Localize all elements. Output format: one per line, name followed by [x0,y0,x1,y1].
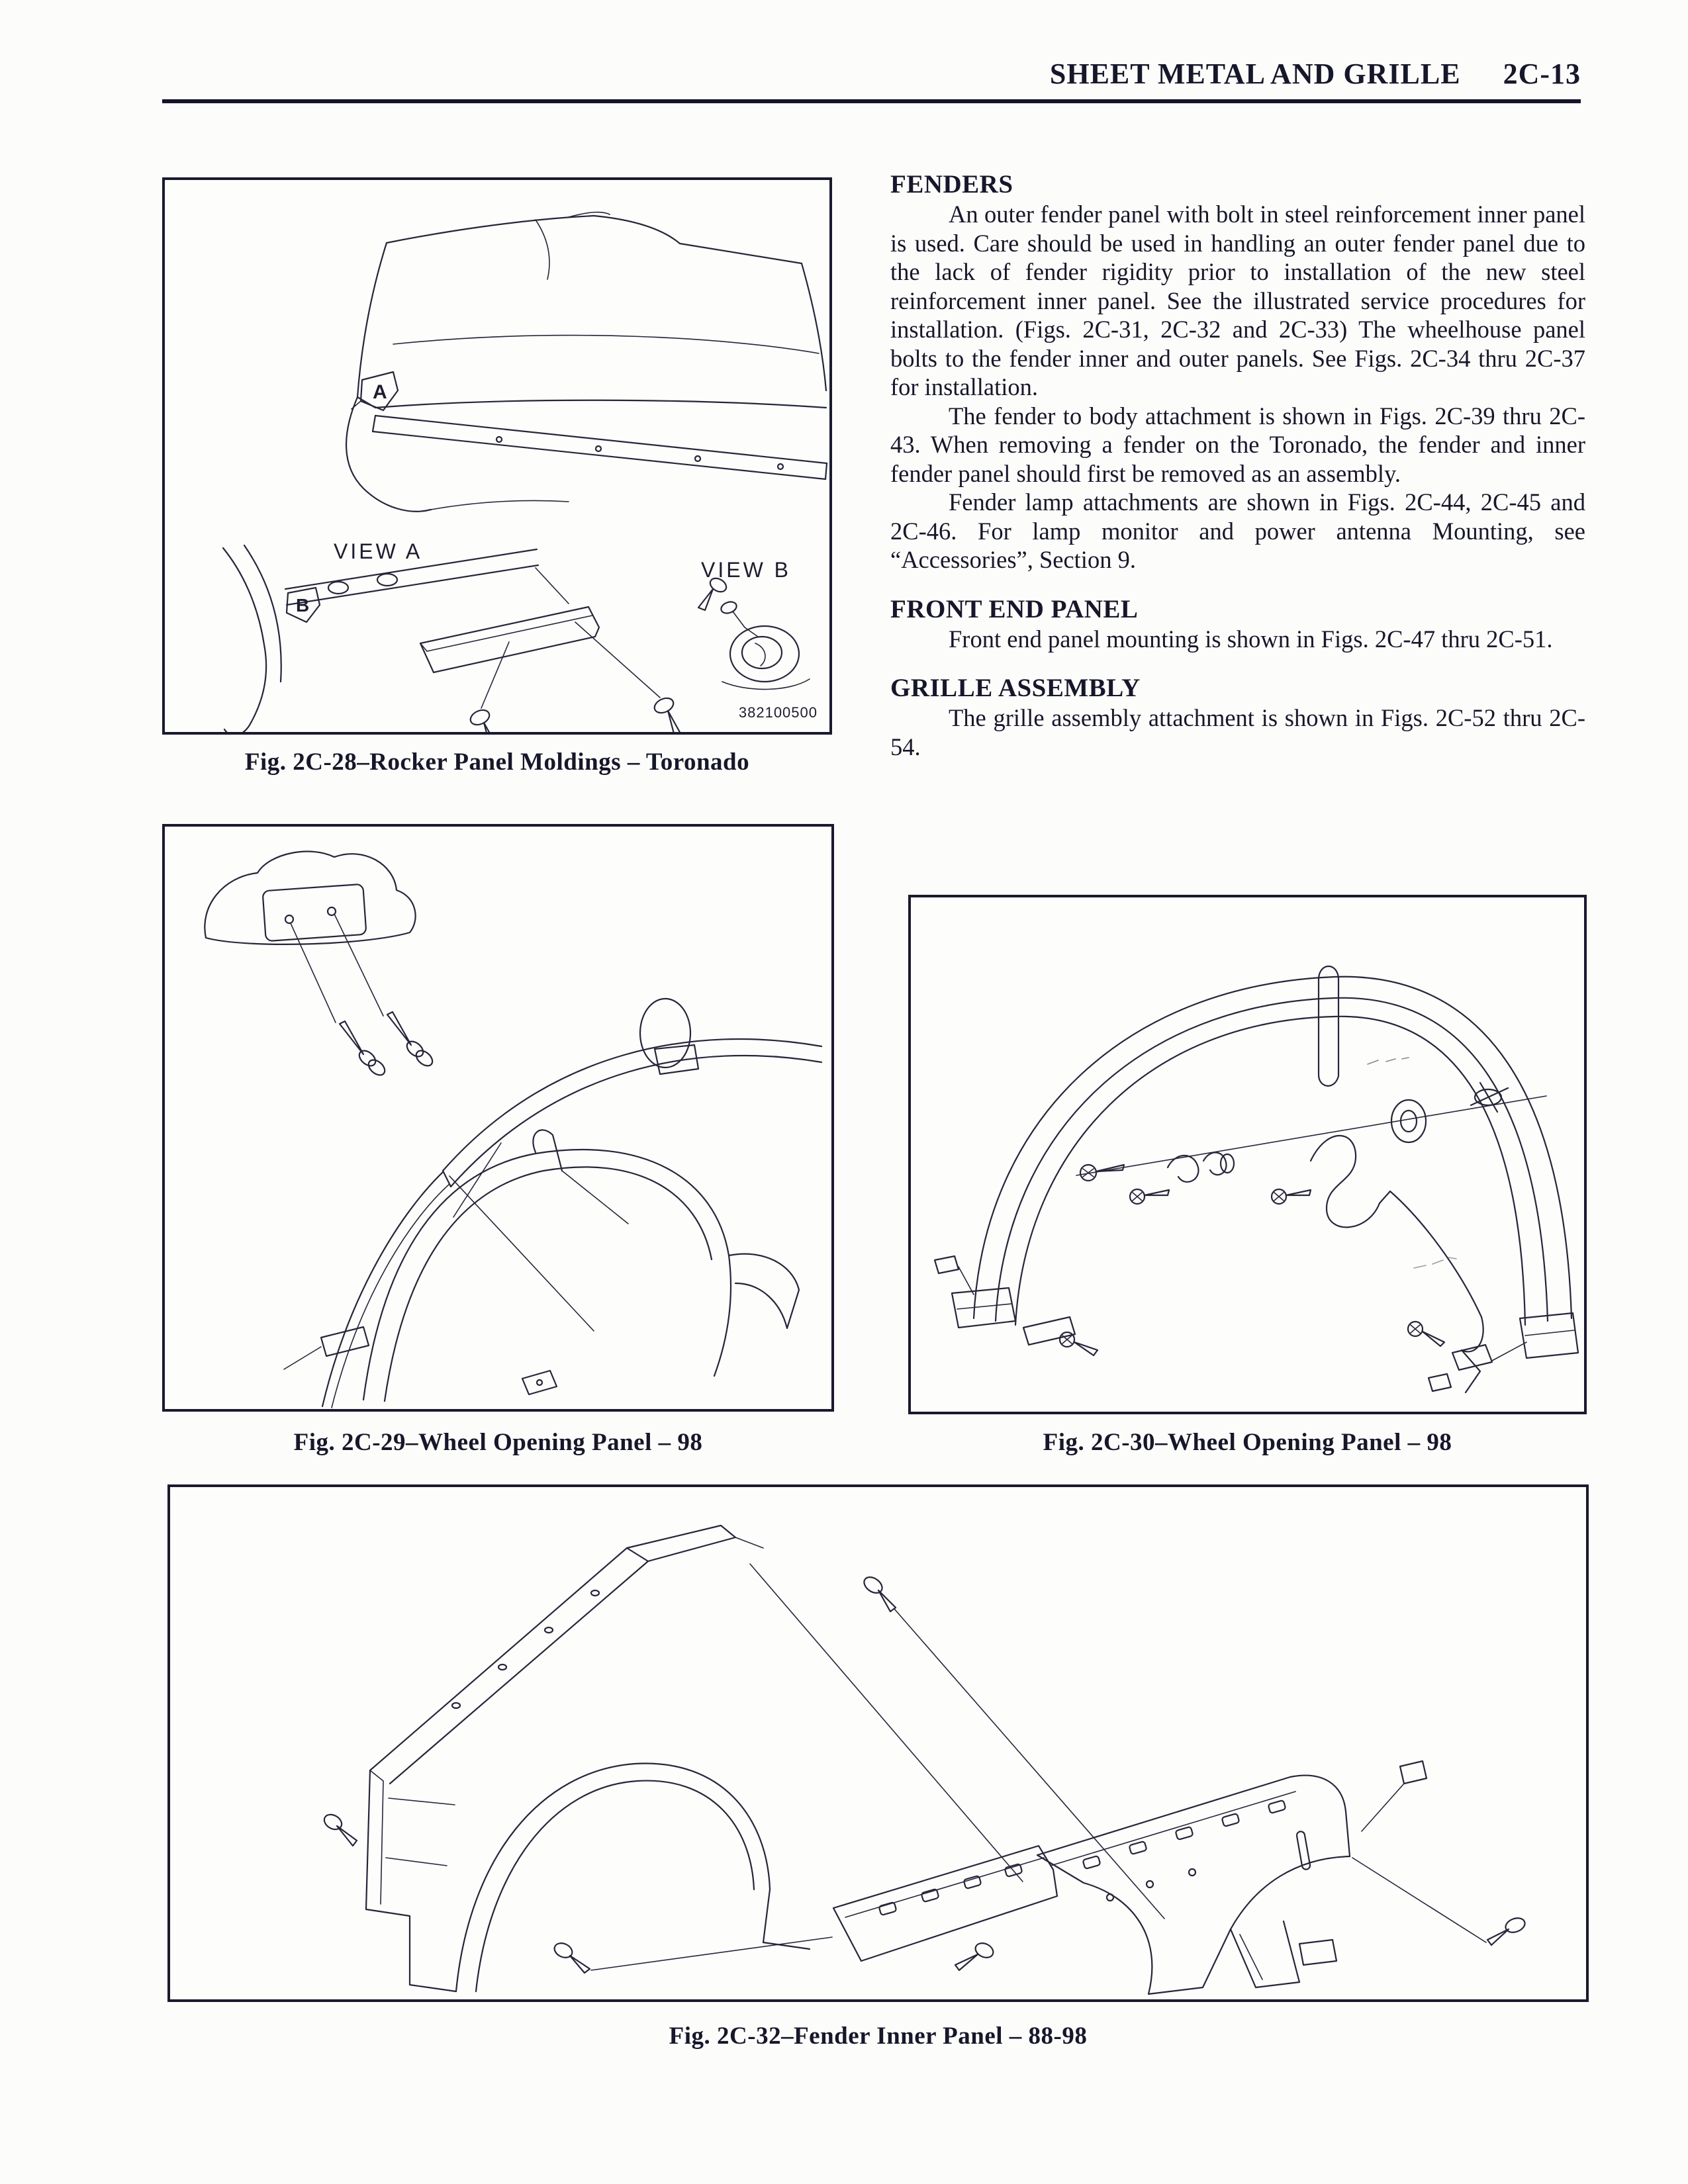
screw-icon [652,696,681,732]
fender-inner-panel-drawing [170,1487,1586,1999]
fenders-paragraph: An outer fender panel with bolt in steel reinforcement inner panel is used. Care should be used in handling an outer fender panel due to the lack of fender rigidity prior to installation of the new steel reinforcement inner panel. See the illustrated service procedures for installation. (Figs. 2C-31, 2C-32 and 2C-33) The wheelhouse panel bolts to the fender inner and outer panels. See Figs. 2C-34 thru 2C-37 for installation. [890,201,1585,400]
grille-assembly-heading: GRILLE ASSEMBLY [890,674,1141,702]
wheel-opening-panel-outline [284,999,821,1408]
figure-part-number: 382100500 [738,704,818,721]
figure-2c28-box [162,177,832,735]
view-b-flag-icon [287,588,320,622]
screw-icon [1272,1189,1311,1204]
text-column [890,169,1585,761]
screw-icon [861,1574,896,1612]
wheel-opening-panel-98-drawing [165,827,831,1409]
svg-text:A: A [373,381,387,403]
screw-icon [1130,1189,1169,1204]
page-header [162,57,1581,91]
screw-icon [340,1021,388,1078]
figure-2c30-caption: Fig. 2C-30–Wheel Opening Panel – 98 [1043,1429,1452,1456]
page-header-title: SHEET METAL AND GRILLE [1049,58,1461,90]
figure-2c28-caption: Fig. 2C-28–Rocker Panel Moldings – Toronado [244,749,750,776]
screw-icon [468,707,497,732]
front-end-panel-paragraph: Front end panel mounting is shown in Figs. 2C-47 thru 2C-51. [949,625,1553,653]
screw-icon [322,1811,357,1846]
view-a-detail [223,545,729,732]
front-end-panel-heading: FRONT END PANEL [890,594,1139,623]
header-rule [162,99,1581,103]
screw-icon [720,600,745,627]
grille-assembly-paragraph: The grille assembly attachment is shown in Figs. 2C-52 thru 2C-54. [890,704,1585,760]
rocker-panel-upper-view [346,212,827,512]
fenders-heading: FENDERS [890,170,1013,199]
figure-2c30-box [908,895,1587,1414]
screw-icon [552,1940,590,1973]
fender-outer-panel [322,1525,1164,1991]
figure-2c32-caption: Fig. 2C-32–Fender Inner Panel – 88-98 [669,2023,1088,2050]
screw-icon [1408,1322,1444,1346]
screw-icon [1080,1165,1124,1181]
screw-icon [1487,1915,1527,1945]
screw-icon [387,1012,436,1069]
svg-text:B: B [296,595,310,615]
screw-icon [955,1940,996,1970]
view-a-label: VIEW A [334,539,423,563]
fenders-paragraph: Fender lamp attachments are shown in Figs. 2C-44, 2C-45 and 2C-46. For lamp monitor and power antenna Mounting, see “Accessories”, Section 9. [890,488,1585,573]
fenders-paragraph: The fender to body attachment is shown in Figs. 2C-39 thru 2C-43. When removing a fender on the Toronado, the fender and inner fender panel should first be removed as an assembly. [890,402,1585,487]
view-b-label: VIEW B [701,558,792,582]
molding-band [952,977,1578,1358]
figure-2c32-box [167,1484,1589,2002]
figure-2c29-caption: Fig. 2C-29–Wheel Opening Panel – 98 [293,1429,703,1456]
wheel-opening-panel-98-molding-drawing [911,897,1584,1412]
rocker-panel-moldings-drawing [165,180,829,732]
page-number: 2C-13 [1503,58,1581,90]
figure-2c29-box [162,824,834,1412]
mounting-patch [205,852,435,1078]
fender-inner-panels [552,1761,1526,1994]
view-b-detail [720,600,810,689]
